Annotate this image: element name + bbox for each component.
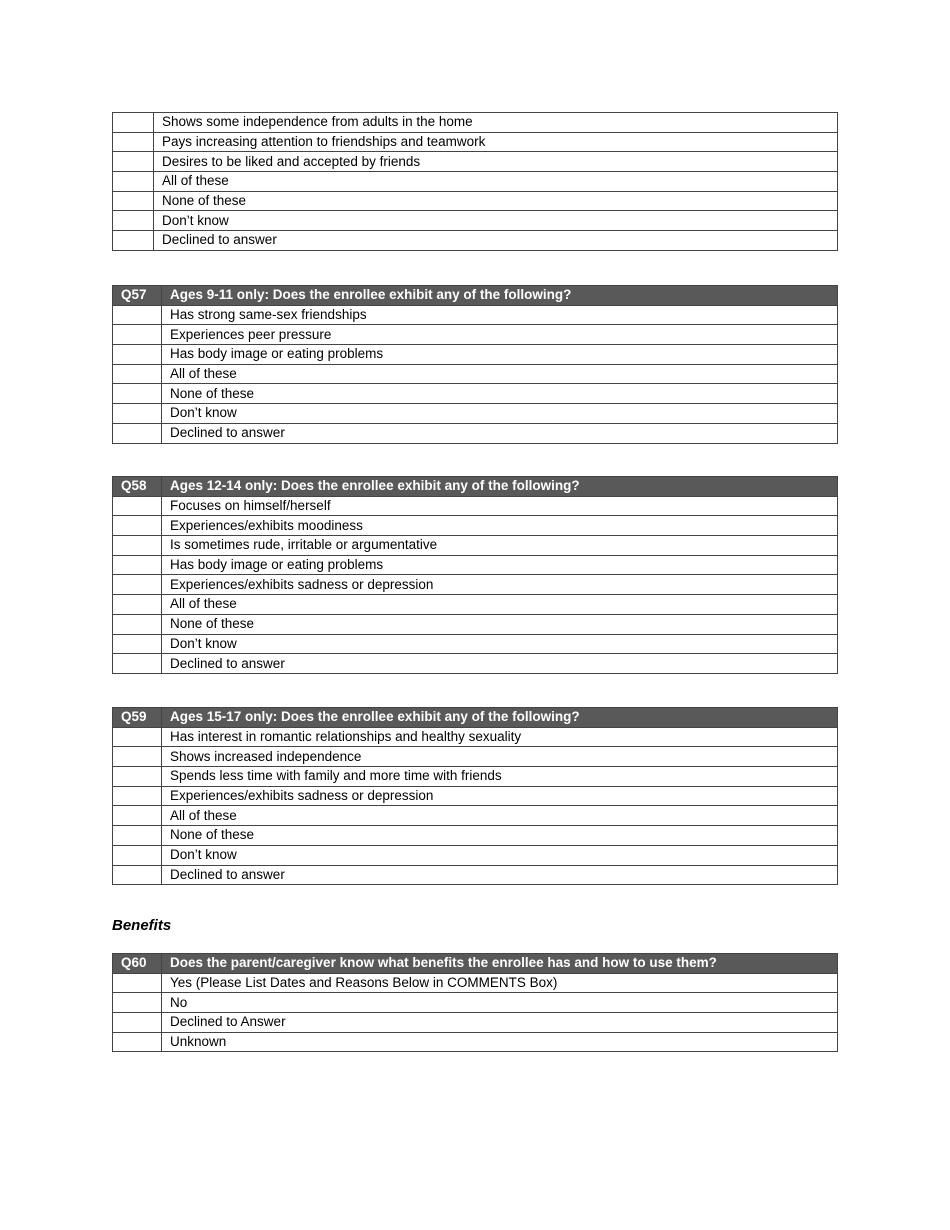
option-checkbox-cell[interactable] bbox=[113, 727, 162, 747]
option-label: Experiences/exhibits sadness or depression bbox=[162, 786, 838, 806]
option-label: None of these bbox=[162, 384, 838, 404]
option-label: Experiences/exhibits moodiness bbox=[162, 516, 838, 536]
option-label: Experiences/exhibits sadness or depression bbox=[162, 575, 838, 595]
option-checkbox-cell[interactable] bbox=[113, 172, 154, 192]
option-checkbox-cell[interactable] bbox=[113, 191, 154, 211]
option-row bbox=[113, 595, 838, 615]
option-row bbox=[113, 727, 838, 747]
option-row bbox=[113, 806, 838, 826]
option-checkbox-cell[interactable] bbox=[113, 973, 162, 993]
option-row bbox=[113, 614, 838, 634]
option-label: Don’t know bbox=[162, 404, 838, 424]
option-checkbox-cell[interactable] bbox=[113, 845, 162, 865]
question-number: Q59 bbox=[113, 708, 162, 728]
option-row bbox=[113, 516, 838, 536]
option-label: All of these bbox=[154, 172, 838, 192]
option-label: Is sometimes rude, irritable or argumentative bbox=[162, 536, 838, 556]
option-row bbox=[113, 191, 838, 211]
option-label: All of these bbox=[162, 364, 838, 384]
question-number: Q60 bbox=[113, 954, 162, 974]
option-label: Spends less time with family and more time with friends bbox=[162, 767, 838, 787]
option-label: Has body image or eating problems bbox=[162, 555, 838, 575]
option-checkbox-cell[interactable] bbox=[113, 423, 162, 443]
option-label: Focuses on himself/herself bbox=[162, 496, 838, 516]
option-row bbox=[113, 1013, 838, 1033]
option-label: Yes (Please List Dates and Reasons Below in COMMENTS Box) bbox=[162, 973, 838, 993]
option-row bbox=[113, 767, 838, 787]
option-checkbox-cell[interactable] bbox=[113, 806, 162, 826]
option-label: Declined to answer bbox=[154, 231, 838, 251]
option-checkbox-cell[interactable] bbox=[113, 305, 162, 325]
option-checkbox-cell[interactable] bbox=[113, 384, 162, 404]
question-text: Ages 9-11 only: Does the enrollee exhibit any of the following? bbox=[162, 286, 838, 306]
option-checkbox-cell[interactable] bbox=[113, 516, 162, 536]
option-checkbox-cell[interactable] bbox=[113, 993, 162, 1013]
option-checkbox-cell[interactable] bbox=[113, 1013, 162, 1033]
option-label: Experiences peer pressure bbox=[162, 325, 838, 345]
option-row bbox=[113, 152, 838, 172]
option-label: None of these bbox=[154, 191, 838, 211]
q58-table bbox=[112, 476, 838, 674]
option-checkbox-cell[interactable] bbox=[113, 132, 154, 152]
question-number: Q57 bbox=[113, 286, 162, 306]
option-row bbox=[113, 423, 838, 443]
option-label: All of these bbox=[162, 595, 838, 615]
option-row bbox=[113, 345, 838, 365]
question-header-row bbox=[113, 477, 838, 497]
option-checkbox-cell[interactable] bbox=[113, 1032, 162, 1052]
option-row bbox=[113, 654, 838, 674]
option-label: Has strong same-sex friendships bbox=[162, 305, 838, 325]
option-checkbox-cell[interactable] bbox=[113, 767, 162, 787]
option-row bbox=[113, 865, 838, 885]
question-text: Does the parent/caregiver know what benefits the enrollee has and how to use them? bbox=[162, 954, 838, 974]
option-row bbox=[113, 993, 838, 1013]
option-label: Don’t know bbox=[162, 634, 838, 654]
option-row bbox=[113, 973, 838, 993]
option-row bbox=[113, 826, 838, 846]
q60-table bbox=[112, 953, 838, 1052]
option-row bbox=[113, 305, 838, 325]
question-header-row bbox=[113, 286, 838, 306]
option-row bbox=[113, 172, 838, 192]
q56-options-table bbox=[112, 112, 838, 251]
question-header-row bbox=[113, 954, 838, 974]
benefits-heading: Benefits bbox=[112, 917, 172, 934]
option-checkbox-cell[interactable] bbox=[113, 634, 162, 654]
option-label: Declined to answer bbox=[162, 865, 838, 885]
question-text: Ages 15-17 only: Does the enrollee exhibit any of the following? bbox=[162, 708, 838, 728]
option-checkbox-cell[interactable] bbox=[113, 113, 154, 133]
option-checkbox-cell[interactable] bbox=[113, 614, 162, 634]
option-label: Unknown bbox=[162, 1032, 838, 1052]
option-row bbox=[113, 496, 838, 516]
option-checkbox-cell[interactable] bbox=[113, 325, 162, 345]
option-checkbox-cell[interactable] bbox=[113, 152, 154, 172]
option-row bbox=[113, 555, 838, 575]
option-checkbox-cell[interactable] bbox=[113, 536, 162, 556]
option-row bbox=[113, 747, 838, 767]
option-label: Has body image or eating problems bbox=[162, 345, 838, 365]
option-checkbox-cell[interactable] bbox=[113, 575, 162, 595]
option-row bbox=[113, 845, 838, 865]
q57-table bbox=[112, 285, 838, 444]
option-row bbox=[113, 1032, 838, 1052]
option-label: No bbox=[162, 993, 838, 1013]
option-label: None of these bbox=[162, 614, 838, 634]
option-label: Don’t know bbox=[162, 845, 838, 865]
option-label: Declined to answer bbox=[162, 423, 838, 443]
q59-table bbox=[112, 707, 838, 885]
option-checkbox-cell[interactable] bbox=[113, 211, 154, 231]
option-checkbox-cell[interactable] bbox=[113, 404, 162, 424]
option-label: Declined to answer bbox=[162, 654, 838, 674]
question-header-row bbox=[113, 708, 838, 728]
option-checkbox-cell[interactable] bbox=[113, 231, 154, 251]
option-row bbox=[113, 132, 838, 152]
option-row bbox=[113, 575, 838, 595]
question-number: Q58 bbox=[113, 477, 162, 497]
option-label: Shows some independence from adults in the home bbox=[154, 113, 838, 133]
option-row bbox=[113, 231, 838, 251]
option-checkbox-cell[interactable] bbox=[113, 496, 162, 516]
option-row bbox=[113, 786, 838, 806]
option-checkbox-cell[interactable] bbox=[113, 786, 162, 806]
option-checkbox-cell[interactable] bbox=[113, 654, 162, 674]
option-row bbox=[113, 384, 838, 404]
option-label: Declined to Answer bbox=[162, 1013, 838, 1033]
option-checkbox-cell[interactable] bbox=[113, 555, 162, 575]
option-row bbox=[113, 634, 838, 654]
option-checkbox-cell[interactable] bbox=[113, 345, 162, 365]
option-label: Don’t know bbox=[154, 211, 838, 231]
option-row bbox=[113, 211, 838, 231]
option-row bbox=[113, 536, 838, 556]
option-row bbox=[113, 364, 838, 384]
option-checkbox-cell[interactable] bbox=[113, 826, 162, 846]
option-label: None of these bbox=[162, 826, 838, 846]
option-checkbox-cell[interactable] bbox=[113, 595, 162, 615]
option-label: Pays increasing attention to friendships and teamwork bbox=[154, 132, 838, 152]
option-label: Shows increased independence bbox=[162, 747, 838, 767]
option-label: All of these bbox=[162, 806, 838, 826]
question-text: Ages 12-14 only: Does the enrollee exhibit any of the following? bbox=[162, 477, 838, 497]
option-checkbox-cell[interactable] bbox=[113, 364, 162, 384]
option-label: Has interest in romantic relationships and healthy sexuality bbox=[162, 727, 838, 747]
option-checkbox-cell[interactable] bbox=[113, 865, 162, 885]
option-row bbox=[113, 113, 838, 133]
option-checkbox-cell[interactable] bbox=[113, 747, 162, 767]
option-row bbox=[113, 325, 838, 345]
option-row bbox=[113, 404, 838, 424]
option-label: Desires to be liked and accepted by friends bbox=[154, 152, 838, 172]
